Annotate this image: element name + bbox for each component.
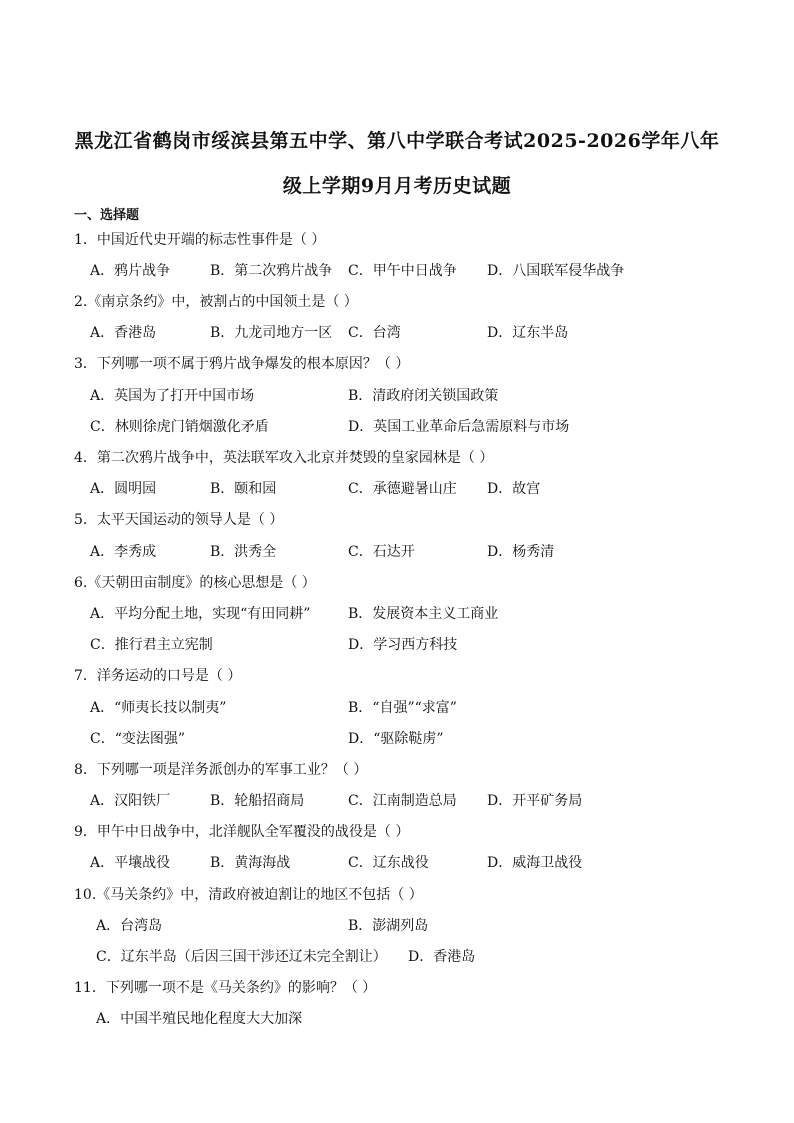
question-3-option-c: C．林则徐虎门销烟激化矛盾: [90, 419, 269, 435]
question-2-option-c: C．台湾: [348, 325, 401, 341]
question-4-option-b: B．颐和园: [210, 481, 277, 497]
question-2-option-a: A．香港岛: [90, 325, 157, 341]
question-7-stem: 7．洋务运动的口号是（ ）: [74, 668, 242, 684]
question-5-stem: 5．太平天国运动的领导人是（ ）: [74, 512, 284, 528]
question-5-option-b: B．洪秀全: [210, 544, 277, 560]
exam-title-line1: 黑龙江省鹤岗市绥滨县第五中学、第八中学联合考试2025-2026学年八年: [74, 130, 720, 152]
question-1-option-d: D．八国联军侵华战争: [487, 263, 625, 279]
question-4-option-c: C．承德避暑山庄: [348, 481, 457, 497]
question-3-stem: 3．下列哪一项不属于鸦片战争爆发的根本原因？（ ）: [74, 356, 410, 372]
question-3-option-d: D．英国工业革命后急需原料与市场: [348, 419, 570, 435]
question-8-option-d: D．开平矿务局: [487, 793, 583, 809]
question-7-option-c: C．“变法图强”: [90, 731, 186, 747]
question-1-option-b: B．第二次鸦片战争: [210, 263, 333, 279]
question-10-option-d: D．香港岛: [408, 949, 476, 965]
question-2-option-d: D．辽东半岛: [487, 325, 569, 341]
question-1-option-c: C．甲午中日战争: [348, 263, 457, 279]
question-9-stem: 9．甲午中日战争中，北洋舰队全军覆没的战役是（ ）: [74, 824, 410, 840]
question-1-stem: 1．中国近代史开端的标志性事件是（ ）: [74, 232, 326, 248]
question-10-option-c: C．辽东半岛（后因三国干涉还辽未完全割让）: [96, 949, 387, 965]
question-4-option-d: D．故宫: [487, 481, 541, 497]
question-11-option-a: A．中国半殖民地化程度大大加深: [96, 1011, 303, 1027]
question-8-option-a: A．汉阳铁厂: [90, 793, 171, 809]
question-8-option-b: B．轮船招商局: [210, 793, 305, 809]
question-6-option-a: A．平均分配土地，实现“有田同耕”: [90, 606, 311, 622]
question-10-option-a: A．台湾岛: [96, 918, 163, 934]
question-7-option-d: D．“驱除鞑虏”: [348, 731, 444, 747]
question-10-stem: 10.《马关条约》中，清政府被迫割让的地区不包括（ ）: [74, 887, 423, 903]
question-9-option-b: B．黄海海战: [210, 855, 291, 871]
exam-title-line2: 级上学期9月月考历史试题: [282, 175, 512, 197]
question-6-option-b: B．发展资本主义工商业: [348, 606, 499, 622]
question-9-option-a: A．平壤战役: [90, 855, 171, 871]
question-5-option-d: D．杨秀清: [487, 544, 555, 560]
question-3-option-a: A．英国为了打开中国市场: [90, 388, 255, 404]
question-6-option-d: D．学习西方科技: [348, 637, 458, 653]
question-6-option-c: C．推行君主立宪制: [90, 637, 213, 653]
question-5-option-c: C．石达开: [348, 544, 415, 560]
question-2-option-b: B．九龙司地方一区: [210, 325, 333, 341]
question-2-stem: 2.《南京条约》中，被割占的中国领土是（ ）: [74, 294, 358, 310]
question-7-option-a: A．“师夷长技以制夷”: [90, 700, 227, 716]
question-9-option-d: D．威海卫战役: [487, 855, 583, 871]
question-6-stem: 6.《天朝田亩制度》的核心思想是（ ）: [74, 575, 316, 591]
question-4-stem: 4．第二次鸦片战争中，英法联军攻入北京并焚毁的皇家园林是（ ）: [74, 450, 494, 466]
question-1-option-a: A．鸦片战争: [90, 263, 171, 279]
question-3-option-b: B．清政府闭关锁国政策: [348, 388, 499, 404]
question-8-stem: 8．下列哪一项是洋务派创办的军事工业？（ ）: [74, 762, 368, 778]
section-heading: 一、选择题: [74, 208, 140, 223]
question-10-option-b: B．澎湖列岛: [348, 918, 429, 934]
question-9-option-c: C．辽东战役: [348, 855, 429, 871]
question-7-option-b: B．“自强”“求富”: [348, 700, 457, 716]
question-4-option-a: A．圆明园: [90, 481, 157, 497]
question-8-option-c: C．江南制造总局: [348, 793, 457, 809]
question-5-option-a: A．李秀成: [90, 544, 157, 560]
question-11-stem: 11．下列哪一项不是《马关条约》的影响？（ ）: [74, 980, 377, 996]
